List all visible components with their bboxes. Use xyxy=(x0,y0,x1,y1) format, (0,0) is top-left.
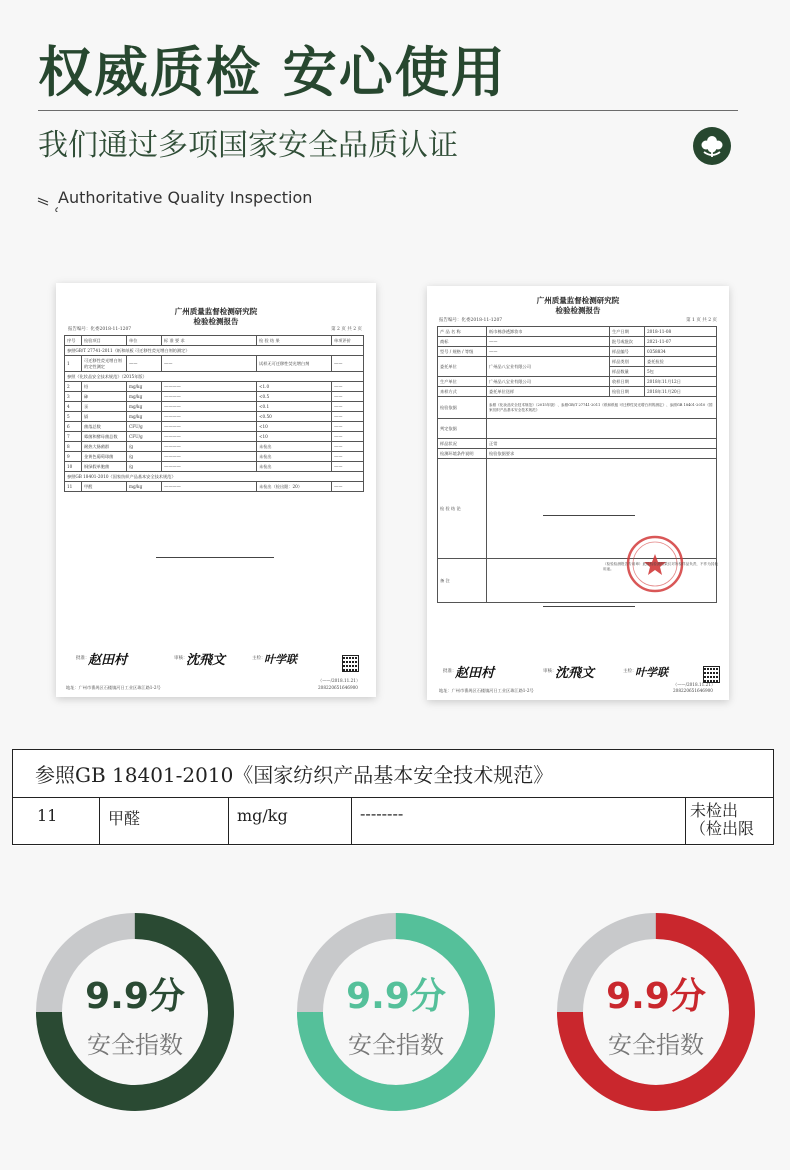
field-label: 样品编号 xyxy=(610,347,645,357)
doc1-title: 检验检测报告 xyxy=(193,317,239,326)
doc1-results-table xyxy=(64,335,364,492)
excerpt-table xyxy=(12,749,774,845)
score-ring-1 xyxy=(35,912,235,1112)
field-label: 生产日期 xyxy=(610,327,645,337)
table-cell: mg/kg xyxy=(127,392,162,402)
table-cell: 5 xyxy=(65,412,82,422)
table-section: 参照GB/T 27741-2011《纸和纸板 可迁移性荧光增白剂的测定》 xyxy=(65,346,364,356)
table-cell: ———— xyxy=(162,462,257,472)
table-cell: <0.5 xyxy=(257,392,332,402)
field-label: 备 注 xyxy=(438,559,487,603)
sample-quantity: 5包 xyxy=(645,367,717,377)
stamp-note: （检验检测报告专用章）此检验检测结果仅对所检样品负责，不作为其他用途。 xyxy=(603,562,718,571)
field-label: 商标 xyxy=(438,337,487,347)
table-cell: <0.50 xyxy=(257,412,332,422)
review-label: 审核： xyxy=(174,656,188,661)
table-row xyxy=(65,356,364,372)
doc1-page-no: 第 2 页 共 2 页 xyxy=(331,327,362,332)
item-number: 11 xyxy=(13,798,100,845)
field-label: 判定依据 xyxy=(438,419,487,439)
score-value: 9.9分 xyxy=(606,976,706,1017)
basis-value: 参照《化妆品安全技术规范》（2015年版）、参照GB/T 27741-2011《纸和纸板 可迁移性荧光增白剂的测定》、参照GB 18401-2010《国家纺织产品基本安全技术规范》 xyxy=(487,397,717,419)
batch-value: 2021-11-07 xyxy=(645,337,717,347)
field-label: 生产单位 xyxy=(438,377,487,387)
table-cell: —— xyxy=(332,422,364,432)
score-value: 9.9分 xyxy=(85,976,185,1017)
table-cell: ———— xyxy=(162,422,257,432)
field-label: 检验日期 xyxy=(610,387,645,397)
score-ring-2 xyxy=(296,912,496,1112)
table-cell: 3 xyxy=(65,392,82,402)
table-cell: 可迁移性荧光增白剂的定性测定 xyxy=(82,356,127,372)
approver-signature: 赵田村 xyxy=(455,666,495,681)
remark-line xyxy=(543,606,635,607)
field-label: 来样方式 xyxy=(438,387,487,397)
table-cell: ———— xyxy=(162,412,257,422)
table-header: 单位 xyxy=(127,336,162,346)
table-cell: 6 xyxy=(65,422,82,432)
receive-date: 2018年11月12日 xyxy=(645,377,717,387)
table-cell: <1.0 xyxy=(257,382,332,392)
item-unit: mg/kg xyxy=(229,798,352,845)
sample-state: 正常 xyxy=(487,439,717,449)
table-cell: —— xyxy=(332,432,364,442)
table-cell: 耐热大肠菌群 xyxy=(82,442,127,452)
page-subtitle: 我们通过多项国家安全品质认证 xyxy=(38,128,458,163)
review-label: 审核： xyxy=(543,669,557,674)
field-label: 型号 / 规格 / 等级 xyxy=(438,347,487,357)
table-row xyxy=(65,432,364,442)
table-cell: <0.1 xyxy=(257,402,332,412)
result-detection-limit: （检出限 xyxy=(690,819,755,838)
title-divider xyxy=(38,110,738,111)
table-row xyxy=(65,402,364,412)
table-row xyxy=(65,422,364,432)
score-label: 安全指数 xyxy=(348,1031,444,1059)
table-cell: —— xyxy=(332,382,364,392)
table-cell: —— xyxy=(332,356,364,372)
doc2-footer-address: 地址：广州市番禺区石楼镇河日工业区珠江路1-2号 xyxy=(439,688,534,693)
doc2-footer-code: 208220651646900 xyxy=(673,688,713,693)
table-cell: —— xyxy=(332,402,364,412)
inspector-signature: 叶学联 xyxy=(264,653,297,666)
item-standard: -------- xyxy=(352,798,686,845)
table-cell: 未检出 xyxy=(257,462,332,472)
table-cell: —— xyxy=(332,392,364,402)
score-label: 安全指数 xyxy=(87,1031,183,1059)
test-date: 2018年11月20日 xyxy=(645,387,717,397)
table-cell: 7 xyxy=(65,432,82,442)
table-cell: 10 xyxy=(65,462,82,472)
sampling-value: 委托单位送样 xyxy=(487,387,610,397)
table-section: 参照《化妆品安全技术规范》（2015年版） xyxy=(65,372,364,382)
table-cell: 4 xyxy=(65,402,82,412)
table-header: 单项评价 xyxy=(332,336,364,346)
table-cell: mg/kg xyxy=(127,382,162,392)
approve-label: 批准： xyxy=(76,656,90,661)
table-cell: <10 xyxy=(257,422,332,432)
doc2-institute: 广州质量监督检测研究院 xyxy=(536,296,620,305)
judge-value xyxy=(487,419,717,439)
qr-code-icon xyxy=(342,655,359,672)
table-header: 检 验 结 果 xyxy=(257,336,332,346)
table-cell: 菌落总数 xyxy=(82,422,127,432)
equip-value: 检验依据要求 xyxy=(487,449,717,459)
doc1-footer-code: 208220651646900 xyxy=(318,685,358,690)
table-cell: mg/kg xyxy=(127,482,162,492)
field-label: 样品状况 xyxy=(438,439,487,449)
table-cell: —— xyxy=(127,356,162,372)
item-name: 甲醛 xyxy=(100,798,229,845)
table-row xyxy=(65,452,364,462)
table-row xyxy=(65,482,364,492)
table-row xyxy=(13,798,774,845)
table-row xyxy=(65,382,364,392)
sample-type: 委托检验 xyxy=(645,357,717,367)
table-cell: mg/kg xyxy=(127,412,162,422)
table-cell: 金黄色葡萄球菌 xyxy=(82,452,127,462)
doc1-institute: 广州质量监督检测研究院 xyxy=(174,307,258,316)
reviewer-signature: 沈飛文 xyxy=(186,653,226,668)
approver-signature: 赵田村 xyxy=(88,653,128,668)
table-row xyxy=(65,412,364,422)
table-cell: ———— xyxy=(162,482,257,492)
table-cell: 未检出（检出限：20） xyxy=(257,482,332,492)
doc1-date: （——/2018.11.21） xyxy=(318,678,361,683)
score-ring-3 xyxy=(556,912,756,1112)
table-cell: ———— xyxy=(162,432,257,442)
end-of-report-line xyxy=(156,557,274,558)
field-label: 检测环境条件说明 xyxy=(438,449,487,459)
doc1-report-no: 报告编号：化委2018-11-1207 xyxy=(68,327,132,332)
excerpt-section: 参照GB 18401-2010《国家纺织产品基本安全技术规范》 xyxy=(13,750,774,798)
table-cell: 未检出 xyxy=(257,442,332,452)
doc2-page-no: 第 1 页 共 2 页 xyxy=(686,318,717,323)
field-label: 产 品 名 称 xyxy=(438,327,487,337)
table-cell: 9 xyxy=(65,452,82,462)
result-line: 未检出 xyxy=(690,801,739,820)
table-cell: 铅 xyxy=(82,382,127,392)
doc2-date: （——/2018.11.21） xyxy=(673,682,716,687)
table-cell: —— xyxy=(332,412,364,422)
table-cell: 8 xyxy=(65,442,82,452)
qr-code-icon xyxy=(703,666,720,683)
table-cell: CFU/g xyxy=(127,432,162,442)
table-cell: —— xyxy=(332,452,364,462)
field-label: 检 验 结 论 xyxy=(438,459,487,559)
table-header-row xyxy=(65,336,364,346)
table-cell: —— xyxy=(332,442,364,452)
table-header: 检验项目 xyxy=(82,336,127,346)
table-cell: 铜绿假单胞菌 xyxy=(82,462,127,472)
production-date: 2018-11-08 xyxy=(645,327,717,337)
table-cell: CFU/g xyxy=(127,422,162,432)
inspection-report-page-2 xyxy=(56,283,376,697)
table-header: 标 准 要 求 xyxy=(162,336,257,346)
table-section: 参照GB 18401-2010《国家纺织产品基本安全技术规范》 xyxy=(65,472,364,482)
english-subtitle: Authoritative Quality Inspection xyxy=(58,188,313,207)
field-label: 样品类别 xyxy=(610,357,645,367)
product-name: 纸巾棉净透卸妆巾 xyxy=(487,327,610,337)
formaldehyde-result-excerpt xyxy=(12,749,774,846)
doc1-footer-address: 地址：广州市番禺区石楼镇河日工业区珠江路1-2号 xyxy=(66,685,161,690)
decorative-mark-icon xyxy=(36,192,58,212)
approve-label: 批准： xyxy=(443,669,457,674)
field-label: 检验依据 xyxy=(438,397,487,419)
table-cell: /g xyxy=(127,462,162,472)
table-cell: 1 xyxy=(65,356,82,372)
inspector-label: 主检： xyxy=(252,656,266,661)
table-cell: ———— xyxy=(162,382,257,392)
table-row xyxy=(65,442,364,452)
table-cell: ———— xyxy=(162,392,257,402)
table-cell: mg/kg xyxy=(127,402,162,412)
conclusion-line xyxy=(543,515,635,516)
score-label: 安全指数 xyxy=(608,1031,704,1059)
inspector-signature: 叶学联 xyxy=(635,666,668,679)
cotton-boll-icon xyxy=(692,126,732,166)
table-cell: ———— xyxy=(162,452,257,462)
doc2-title: 检验检测报告 xyxy=(555,306,601,315)
table-cell: 霉菌和酵母菌总数 xyxy=(82,432,127,442)
table-cell: ———— xyxy=(162,402,257,412)
table-cell: 未检出 xyxy=(257,452,332,462)
score-value: 9.9分 xyxy=(346,976,446,1017)
inspection-report-page-1 xyxy=(427,286,729,700)
table-cell: 汞 xyxy=(82,402,127,412)
table-header: 序号 xyxy=(65,336,82,346)
table-row xyxy=(65,462,364,472)
table-cell: 11 xyxy=(65,482,82,492)
client-value: 广州品八宝业有限公司 xyxy=(487,357,610,377)
doc2-report-no: 报告编号：化委2018-11-1207 xyxy=(439,318,503,323)
reviewer-signature: 沈飛文 xyxy=(555,666,595,681)
table-cell: 试样无可迁移性荧光增白剂 xyxy=(257,356,332,372)
table-cell: 镉 xyxy=(82,412,127,422)
table-cell: ———— xyxy=(162,442,257,452)
field-label: 收样日期 xyxy=(610,377,645,387)
table-cell: <10 xyxy=(257,432,332,442)
table-cell: —— xyxy=(332,462,364,472)
model-value: —— xyxy=(487,347,610,357)
brand-value: —— xyxy=(487,337,610,347)
table-cell: 甲醛 xyxy=(82,482,127,492)
sample-number: 0358834 xyxy=(645,347,717,357)
table-row xyxy=(65,392,364,402)
table-cell: /g xyxy=(127,442,162,452)
field-label: 委托单位 xyxy=(438,357,487,377)
table-cell: —— xyxy=(332,482,364,492)
table-cell: 2 xyxy=(65,382,82,392)
page-title: 权威质检 安心使用 xyxy=(38,41,507,104)
maker-value: 广州品八宝业有限公司 xyxy=(487,377,610,387)
field-label: 样品数量 xyxy=(610,367,645,377)
table-cell: /g xyxy=(127,452,162,462)
item-result xyxy=(686,798,774,845)
field-label: 批号或批次 xyxy=(610,337,645,347)
table-cell: 砷 xyxy=(82,392,127,402)
table-cell: —— xyxy=(162,356,257,372)
inspector-label: 主检： xyxy=(623,669,637,674)
